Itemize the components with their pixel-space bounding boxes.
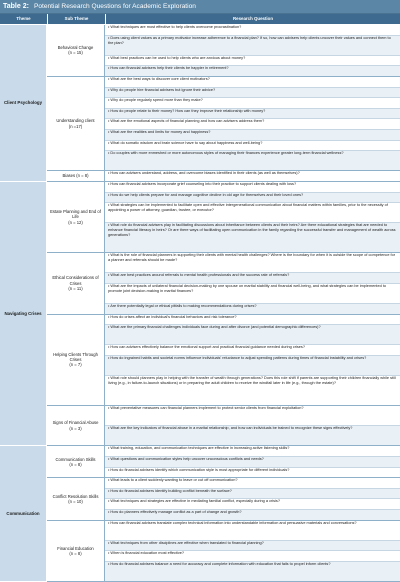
sub-theme-name: Biases [62, 173, 76, 179]
research-question: • What role should planners play in helping with the transfer of wealth through generations? Does this role shift if parents are supporting their children financially while still living (e.g., in failure-to-launch situations) or in preparing the adult children to receive the windfall later in life (e.g., through the estate)? [105, 375, 400, 405]
sub-theme-name: Understanding client [56, 118, 95, 124]
research-question: • What are the key indicators of financial abuse in a marital relationship, and how can individuals be trained to recognize these signs effectively? [105, 425, 400, 445]
sub-theme-count: (n = 10) [68, 498, 83, 504]
research-question: • What questions and communication styles help uncover unconscious conflicts and needs? [105, 456, 400, 467]
sub-theme-cell [47, 315, 105, 406]
question-list [105, 182, 400, 253]
research-question: • How do ingrained habits and societal norms influence individuals' reluctance to adjust spending patterns during times of financial instability and crises? [105, 355, 400, 375]
research-question: • What strategies can be implemented to facilitate open and effective intergenerational communication about financial matters within families, prior to the necessity of appointing a power of attorney, guardian, trustee, or executor? [105, 202, 400, 222]
research-question: • What preventative measures can financial planners implement to protect senior clients from financial exploitation? [108, 406, 304, 410]
research-question: • How do planners effectively manage conflict as a part of change and growth? [105, 509, 400, 520]
sub-theme-count: (n = 3) [69, 425, 82, 431]
research-question: • How do financial advisers balance a need for accuracy and complete information with education that fails to propel inform clients? [105, 561, 400, 581]
research-question: • What do somatic wisdom and brain science have to say about happiness and well-being? [105, 140, 400, 151]
theme-cell: Communication [0, 446, 47, 582]
sub-theme-name: Financial Education [57, 545, 94, 551]
research-question: • How do crises affect an individual's financial behaviors and risk tolerance? [108, 314, 237, 319]
column-header-theme: Theme [0, 14, 47, 25]
sub-theme-name: Ethical Considerations of Crises [52, 275, 99, 286]
research-question: • Does using client values as a primary motivator increase adherence to a financial plan? If so, how can advisers help clients uncover their values and connect them to the plan? [105, 35, 400, 55]
sub-theme-count: (n = 15) [68, 50, 83, 56]
research-question: • Do couples with more enmeshed or more autonomous styles of managing their finances experience greater long-term financial wellness? [105, 150, 400, 170]
research-question: • What training, education, and communication techniques are effective in increasing active listening skills? [108, 446, 290, 451]
question-list [105, 25, 400, 77]
research-question: • What techniques are most effective to help clients overcome procrastination? [108, 25, 242, 29]
research-question: • What are the impacts of unilateral financial decision-making by one spouse on marital stability and financial well-being, and what strategies can be implemented to promote joint decision-making in marital finances? [105, 283, 400, 303]
sub-theme-name: Communication Skills [55, 456, 96, 462]
research-question: • How do financial advisers identify which communication style is most appropriate for different individuals? [105, 467, 400, 478]
research-questions-table [0, 14, 400, 582]
table-header-bar [0, 0, 400, 14]
sub-theme-count: (n = 8) [69, 461, 82, 467]
research-question: • What are the primary financial challenges individuals face during and after divorce (and potential demographic differences)? [105, 324, 400, 344]
theme-cell: Client Psychology [0, 25, 47, 182]
research-question: • When is financial education most effective? [105, 550, 400, 561]
sub-theme-name: Helping Clients Through Crises [53, 351, 98, 363]
research-question: • How do people relate to their money? How can they improve their relationship with money? [105, 108, 400, 119]
column-header-sub-theme: Sub Theme [47, 14, 105, 25]
question-list [105, 478, 400, 520]
research-question: • How can advisers understand, address, and overcome biases identified in their clients (as well as themselves)? [108, 171, 300, 176]
question-list [105, 77, 400, 171]
sub-theme-name: Signs of Financial Abuse [52, 420, 99, 426]
sub-theme-cell [47, 25, 105, 77]
sub-theme-count: (n = 8) [76, 173, 89, 179]
research-question: • What leads to a client suddenly wanting to leave or cut off communication? [108, 478, 238, 483]
column-header-research-question: Research Question [105, 14, 400, 25]
research-question: • Are there potentially legal or ethical pitfalls to making recommendations during crises? [105, 303, 400, 314]
question-list [105, 315, 400, 406]
sub-theme-cell [47, 171, 105, 182]
research-question: • What are best practices around referrals to mental health professionals and the success rate of referrals? [105, 272, 400, 283]
research-question: • How can financial advisers incorporate grief counseling into their practice to support clients dealing with loss? [108, 181, 297, 186]
research-question: • What techniques and strategies are effective in mediating familial conflict, especially during a crisis? [105, 498, 400, 509]
research-question: • How do financial advisers identify building conflict beneath the surface? [105, 488, 400, 499]
sub-theme-cell [47, 406, 105, 446]
question-list [105, 406, 400, 446]
question-list [105, 521, 400, 582]
research-question: • What is the role of financial planners in supporting their clients with mental health challenges? Where is the boundary for when it is outside the scope of competence for a planner and referrals should be made? [108, 253, 396, 262]
research-question: • What techniques from other disciplines are effective when translated to financial planning? [105, 540, 400, 551]
question-list [105, 446, 400, 478]
question-list [105, 253, 400, 315]
sub-theme-count: (n = 12) [68, 219, 83, 225]
sub-theme-cell [47, 521, 105, 582]
sub-theme-count: (n = 7) [69, 362, 82, 368]
research-question: • How can advisers effectively balance the emotional support and practical financial guidance needed during crises? [105, 344, 400, 355]
research-question: • Why do people regularly spend more than they make? [105, 97, 400, 108]
research-question: • How can financial advisers translate complex technical information into understandable information and persuasive materials and conversations? [108, 520, 357, 525]
research-question: • How do we help clients prepare for and manage cognitive decline in old age for themselves and their loved ones? [105, 192, 400, 203]
sub-theme-name: Behavioral Change [57, 45, 94, 51]
research-question: • What are the best ways to discover core client motivators? [108, 76, 210, 81]
sub-theme-cell [47, 446, 105, 478]
table-number: Table 2: [3, 3, 29, 10]
sub-theme-cell [47, 253, 105, 315]
research-question: • How can financial advisers help their clients be happier in retirement? [105, 65, 400, 76]
question-list [105, 171, 400, 182]
sub-theme-count: (n =17) [68, 123, 83, 129]
research-question: • Why do people hire financial advisers but ignore their advice? [105, 87, 400, 98]
sub-theme-count: (n = 8) [69, 550, 82, 556]
research-question: • What role do financial advisers play in facilitating discussions about inheritance between clients and their heirs? Are there educational strategies that are needed to enhance financial literacy in heirs? Or are there ways of facilitating open communication in the family regarding the successful transfer and management of wealth across generations? [105, 222, 400, 252]
sub-theme-name: Conflict Resolution Skills [52, 493, 99, 499]
sub-theme-name: Estate Planning and End of Life [50, 209, 101, 220]
theme-cell: Navigating Crises [0, 182, 47, 446]
sub-theme-cell [47, 182, 105, 253]
sub-theme-count: (n = 11) [68, 285, 83, 291]
table-title: Potential Research Questions for Academic Exploration [33, 3, 196, 10]
research-question: • What are the emotional aspects of financial planning and how can advisers address them? [105, 118, 400, 129]
sub-theme-cell [47, 478, 105, 520]
research-question: • What best practices can be used to help clients who are anxious about money? [105, 55, 400, 66]
sub-theme-cell [47, 77, 105, 171]
research-question: • What are the realities and limits for money and happiness? [105, 129, 400, 140]
